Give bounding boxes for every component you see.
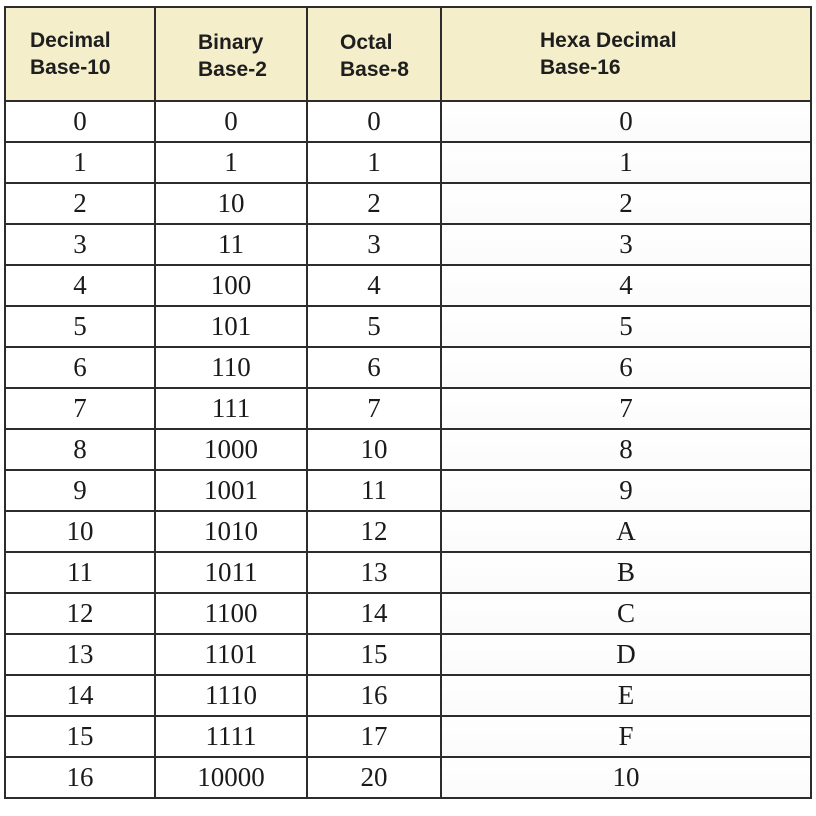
header-octal-line2: Base-8: [340, 58, 409, 81]
cell-hex: 2: [441, 183, 811, 224]
table-body: [5, 101, 811, 798]
cell-hex: 4: [441, 265, 811, 306]
header-hex-line1: Hexa Decimal: [540, 29, 677, 52]
cell-octal: 5: [307, 306, 441, 347]
table-row: [5, 306, 811, 347]
table-row: [5, 265, 811, 306]
cell-decimal: 14: [5, 675, 155, 716]
cell-binary: 1001: [155, 470, 307, 511]
table-row: [5, 716, 811, 757]
cell-hex: 1: [441, 142, 811, 183]
header-hexadecimal: [441, 7, 811, 101]
cell-decimal: 2: [5, 183, 155, 224]
header-decimal-line1: Decimal: [30, 29, 111, 52]
cell-binary: 11: [155, 224, 307, 265]
cell-decimal: 9: [5, 470, 155, 511]
cell-octal: 3: [307, 224, 441, 265]
table-row: [5, 224, 811, 265]
cell-hex: C: [441, 593, 811, 634]
table-row: [5, 429, 811, 470]
cell-decimal: 16: [5, 757, 155, 798]
cell-binary: 10000: [155, 757, 307, 798]
header-binary-line1: Binary: [198, 31, 264, 54]
table-row: [5, 347, 811, 388]
cell-binary: 1101: [155, 634, 307, 675]
cell-octal: 15: [307, 634, 441, 675]
cell-octal: 12: [307, 511, 441, 552]
cell-hex: 9: [441, 470, 811, 511]
cell-decimal: 10: [5, 511, 155, 552]
cell-octal: 7: [307, 388, 441, 429]
cell-binary: 1100: [155, 593, 307, 634]
cell-decimal: 5: [5, 306, 155, 347]
cell-hex: B: [441, 552, 811, 593]
cell-decimal: 8: [5, 429, 155, 470]
cell-hex: 10: [441, 757, 811, 798]
cell-decimal: 11: [5, 552, 155, 593]
cell-hex: 5: [441, 306, 811, 347]
table-header: [5, 7, 811, 101]
cell-octal: 17: [307, 716, 441, 757]
cell-decimal: 12: [5, 593, 155, 634]
cell-octal: 16: [307, 675, 441, 716]
header-decimal: [5, 7, 155, 101]
cell-binary: 1111: [155, 716, 307, 757]
cell-octal: 4: [307, 265, 441, 306]
cell-octal: 0: [307, 101, 441, 142]
cell-decimal: 6: [5, 347, 155, 388]
table-row: [5, 511, 811, 552]
cell-binary: 1010: [155, 511, 307, 552]
table-row: [5, 634, 811, 675]
cell-hex: 8: [441, 429, 811, 470]
cell-hex: E: [441, 675, 811, 716]
cell-binary: 110: [155, 347, 307, 388]
cell-decimal: 7: [5, 388, 155, 429]
cell-octal: 20: [307, 757, 441, 798]
cell-octal: 11: [307, 470, 441, 511]
table-row: [5, 552, 811, 593]
cell-binary: 1110: [155, 675, 307, 716]
cell-hex: A: [441, 511, 811, 552]
cell-binary: 111: [155, 388, 307, 429]
cell-binary: 100: [155, 265, 307, 306]
table-row: [5, 757, 811, 798]
header-binary: [155, 7, 307, 101]
header-hex-line2: Base-16: [540, 56, 621, 79]
cell-binary: 10: [155, 183, 307, 224]
cell-hex: 6: [441, 347, 811, 388]
cell-octal: 1: [307, 142, 441, 183]
table-row: [5, 470, 811, 511]
cell-hex: D: [441, 634, 811, 675]
cell-binary: 101: [155, 306, 307, 347]
cell-binary: 1000: [155, 429, 307, 470]
cell-binary: 1011: [155, 552, 307, 593]
cell-binary: 1: [155, 142, 307, 183]
cell-hex: 0: [441, 101, 811, 142]
cell-octal: 2: [307, 183, 441, 224]
cell-decimal: 1: [5, 142, 155, 183]
header-octal-line1: Octal: [340, 31, 393, 54]
table-row: [5, 101, 811, 142]
cell-decimal: 15: [5, 716, 155, 757]
cell-decimal: 0: [5, 101, 155, 142]
cell-binary: 0: [155, 101, 307, 142]
cell-octal: 6: [307, 347, 441, 388]
cell-octal: 10: [307, 429, 441, 470]
header-octal: [307, 7, 441, 101]
cell-hex: F: [441, 716, 811, 757]
cell-decimal: 3: [5, 224, 155, 265]
table-row: [5, 388, 811, 429]
table-row: [5, 183, 811, 224]
number-system-table-container: [4, 6, 810, 808]
table-row: [5, 142, 811, 183]
cell-octal: 14: [307, 593, 441, 634]
table-row: [5, 593, 811, 634]
header-binary-line2: Base-2: [198, 58, 267, 81]
table-row: [5, 675, 811, 716]
cell-hex: 3: [441, 224, 811, 265]
cell-decimal: 4: [5, 265, 155, 306]
cell-octal: 13: [307, 552, 441, 593]
header-row: [5, 7, 811, 101]
number-system-table: [4, 6, 812, 799]
cell-decimal: 13: [5, 634, 155, 675]
header-decimal-line2: Base-10: [30, 56, 111, 79]
cell-hex: 7: [441, 388, 811, 429]
